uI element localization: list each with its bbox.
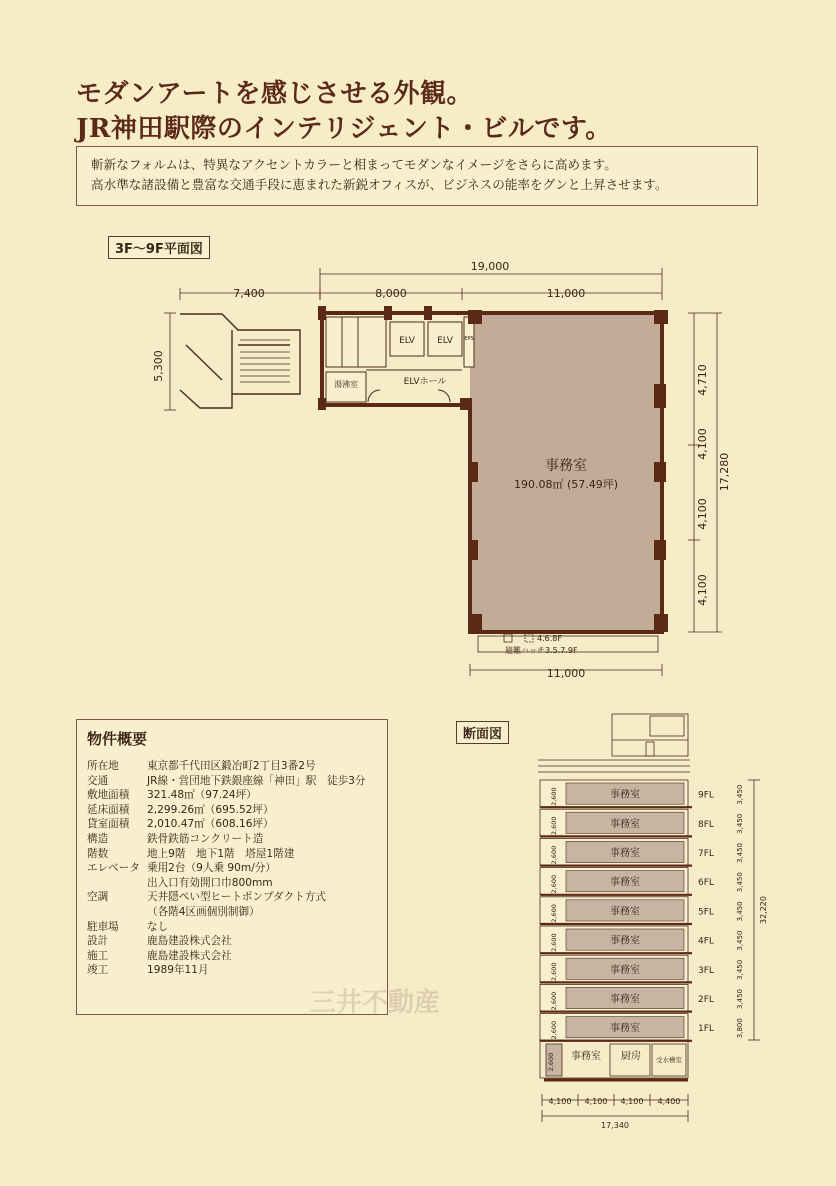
- floor-level-label: 7FL: [698, 849, 714, 859]
- floor-plan: [150, 258, 731, 688]
- basement-kitchen-label: 厨房: [621, 1051, 641, 1062]
- section-label: 断面図: [456, 721, 509, 744]
- summary-key: 設計: [87, 935, 109, 948]
- floor-height-label: 2,600: [550, 904, 558, 923]
- dim-bottom-width: 11,000: [546, 667, 586, 680]
- floor-level-label: 3FL: [698, 965, 714, 976]
- dim-total-depth: 17,280: [718, 452, 731, 492]
- dim-span-3: 4,100: [696, 498, 709, 530]
- bottom-dim-1: 4,100: [548, 1097, 572, 1106]
- dim-core-width: 8,000: [375, 287, 407, 300]
- floor-height-dim: 3,450: [736, 959, 744, 980]
- summary-key: エレベータ: [87, 862, 140, 875]
- summary-value: 2,299.26㎡（695.52坪）: [147, 803, 274, 816]
- floor-height-label: 2,600: [550, 962, 558, 982]
- floor-height-label: 2,600: [550, 816, 558, 836]
- summary-value: JR線・営団地下鉄銀座線「神田」駅 徒歩3分: [147, 774, 366, 787]
- summary-key: 階数: [87, 847, 109, 860]
- water-tank-label: 受水槽室: [656, 1056, 682, 1064]
- summary-row: [87, 759, 377, 774]
- floor-room-label: 事務室: [610, 994, 640, 1005]
- floor-level-label: 1FL: [698, 1024, 714, 1035]
- floor-height-dim: 3,450: [736, 784, 744, 805]
- dim-right-width: 11,000: [546, 287, 586, 300]
- developer-logo-watermark: 三井不動産: [310, 988, 441, 1018]
- floor-height-dim: 3,450: [736, 988, 744, 1010]
- bottom-dim-4: 4,400: [657, 1097, 681, 1106]
- floor-room-label: 事務室: [610, 906, 640, 918]
- bottom-dim-2: 4,100: [584, 1097, 608, 1106]
- summary-value: 鹿島建設株式会社: [147, 935, 232, 948]
- summary-value: 鹿島建設株式会社: [147, 949, 232, 962]
- floor-level-label: 6FL: [698, 878, 714, 889]
- floor-height-dim: 3,450: [736, 872, 744, 893]
- floor-height-label: 2,600: [550, 874, 558, 894]
- summary-value: 2,010.47㎡（608.16坪）: [147, 818, 274, 831]
- floor-room-label: 事務室: [610, 789, 640, 801]
- dim-left-width: 7,400: [233, 287, 265, 300]
- summary-row: [87, 774, 377, 789]
- kitchen-label: 湯沸室: [334, 380, 358, 389]
- summary-key: 施工: [87, 949, 109, 962]
- dim-total-width: 19,000: [470, 260, 510, 273]
- total-height: 32,220: [759, 896, 768, 924]
- summary-key: 交通: [87, 774, 109, 787]
- summary-row: [87, 949, 377, 964]
- summary-row: [87, 905, 377, 920]
- floor-room-label: 事務室: [610, 877, 640, 889]
- summary-row: [87, 876, 377, 891]
- summary-key: 竣工: [87, 964, 109, 977]
- bottom-dim-total: 17,340: [601, 1121, 629, 1130]
- floor-height-label: 2,600: [550, 787, 558, 806]
- office-label: 事務室: [545, 458, 587, 474]
- note-escape-hatch: 避難ハッチ3.5.7.9F: [505, 646, 578, 655]
- elv-hall-label: ELVホール: [403, 377, 447, 387]
- summary-value: 出入口有効開口巾800mm: [147, 876, 273, 889]
- floor-height-label: 2,600: [550, 933, 558, 952]
- summary-row: [87, 803, 377, 818]
- intro-line-1: 斬新なフォルムは、特異なアクセントカラーと相まってモダンなイメージをさらに高めます。: [91, 157, 617, 172]
- property-summary: [76, 719, 388, 1015]
- headline-line-1: モダンアートを感じさせる外観。: [76, 79, 473, 109]
- headline-line-2: JR神田駅際のインテリジェント・ビルです。: [76, 114, 612, 144]
- summary-row: [87, 920, 377, 935]
- floor-level-label: 5FL: [698, 907, 714, 918]
- eps-label: EPS: [464, 336, 474, 342]
- floor-level-label: 9FL: [698, 790, 714, 801]
- floor-height-dim: 3,800: [736, 1018, 744, 1039]
- intro-line-2: 高水準な諸設備と豊富な交通手段に恵まれた新鋭オフィスが、ビジネスの能率をグンと上昇させます。: [91, 177, 668, 192]
- floor-height-label: 2,600: [550, 845, 558, 865]
- summary-value: 鉄骨鉄筋コンクリート造: [147, 832, 264, 845]
- floor-room-label: 事務室: [610, 935, 640, 947]
- dim-stair-depth: 5,300: [152, 350, 165, 382]
- elv-label-2: ELV: [437, 336, 453, 346]
- floor-room-label: 事務室: [610, 1023, 640, 1035]
- floor-height-dim: 3,450: [736, 842, 744, 864]
- floor-plan-label: 3F〜9F平面図: [108, 236, 210, 259]
- summary-value: 321.48㎡（97.24坪）: [147, 789, 257, 802]
- summary-value: 1989年11月: [147, 964, 209, 977]
- dim-span-4: 4,100: [696, 574, 709, 606]
- floor-level-label: 8FL: [698, 819, 714, 830]
- floor-room-label: 事務室: [610, 818, 640, 830]
- summary-key: 敷地面積: [87, 789, 130, 802]
- summary-value: なし: [147, 920, 169, 933]
- dim-span-1: 4,710: [696, 364, 709, 396]
- office-area: 190.08㎡ (57.49坪): [513, 478, 619, 491]
- summary-key: 空調: [87, 891, 109, 904]
- summary-title: 物件概要: [87, 730, 148, 748]
- floor-height-dim: 3,450: [736, 930, 744, 951]
- summary-value: （各階4区画個別制御）: [147, 905, 260, 918]
- summary-key: [87, 905, 147, 920]
- floor-level-label: 4FL: [698, 936, 714, 947]
- summary-key: [87, 876, 147, 891]
- basement-office-label: 事務室: [571, 1051, 601, 1062]
- summary-value: 東京都千代田区鍛冶町2丁目3番2号: [147, 760, 316, 772]
- summary-row: [87, 890, 377, 905]
- summary-value: 天井隠ぺい型ヒートポンプダクト方式: [147, 891, 326, 904]
- floor-height-label: 2,600: [550, 1020, 558, 1040]
- floor-room-label: 事務室: [610, 964, 640, 976]
- intro-box: [76, 146, 758, 206]
- section-diagram: [520, 710, 780, 1146]
- summary-key: 所在地: [87, 760, 119, 772]
- summary-key: 貸室面積: [87, 818, 130, 831]
- summary-row: [87, 847, 377, 862]
- bottom-dim-3: 4,100: [620, 1097, 644, 1106]
- summary-key: 駐車場: [87, 920, 119, 933]
- floor-room-label: 事務室: [610, 848, 640, 859]
- summary-key: 構造: [87, 832, 109, 845]
- summary-row: [87, 963, 377, 978]
- summary-row: [87, 788, 377, 803]
- elv-label-1: ELV: [399, 336, 415, 346]
- floor-height-label: 2,600: [550, 991, 558, 1011]
- floor-height-dim: 3,450: [736, 813, 744, 834]
- summary-row: [87, 934, 377, 949]
- summary-row: [87, 817, 377, 832]
- summary-row: [87, 832, 377, 847]
- floor-level-label: 2FL: [698, 995, 714, 1005]
- summary-row: [87, 861, 377, 876]
- basement-height: 2,600: [547, 1052, 555, 1072]
- floor-height-dim: 3,450: [736, 901, 744, 922]
- summary-value: 乗用2台（9人乗 90m/分）: [147, 862, 276, 875]
- summary-value: 地上9階 地下1階 塔屋1階建: [147, 847, 295, 860]
- note-floors-468: 4.6.8F: [537, 634, 562, 643]
- dim-span-2: 4,100: [696, 428, 709, 460]
- summary-key: 延床面積: [87, 803, 130, 816]
